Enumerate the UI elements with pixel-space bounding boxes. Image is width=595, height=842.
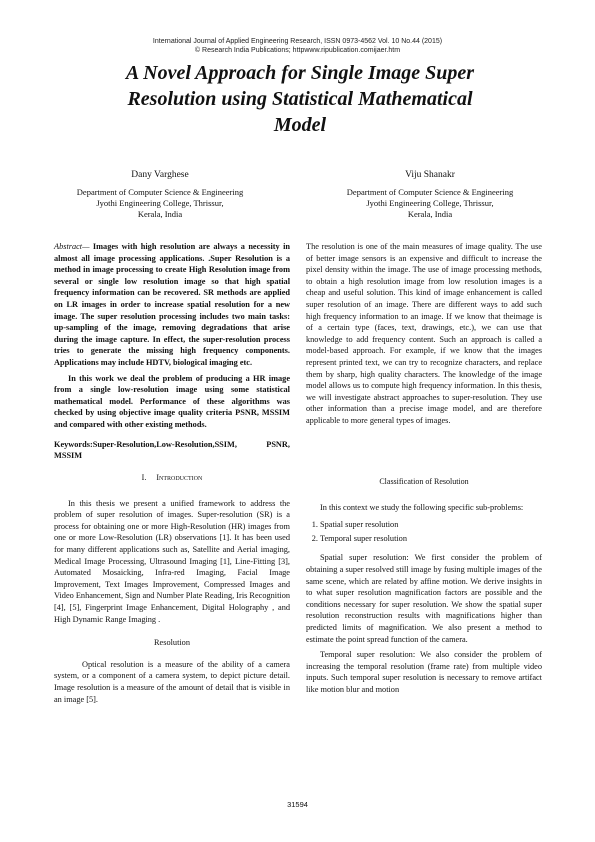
section-number: I. — [141, 473, 147, 482]
page-number: 31594 — [287, 800, 308, 809]
abstract-section — [54, 241, 290, 462]
abstract-paragraph — [54, 241, 290, 369]
keywords: Keywords:Super-Resolution,Low-Resolution,SSIM, PSNR, MSSIM — [54, 439, 290, 461]
author-place: Kerala, India — [407, 209, 453, 219]
spatial-paragraph: Spatial super resolution: We first consider the problem of obtaining a super resolved still image by fusing multiple images of the same scene, which are related by affine motion. We derive insights in to what super resolution magnification factors are possible and the conditions necessary for super resolution. We show the spatial super resolution reconstruction results with magnifications higher than predicted limits of magnification. We also present a method to estimate the point spread function of the camera. — [306, 553, 542, 644]
list-item: 2. Temporal super resolution — [320, 533, 542, 545]
classification-intro: In this context we study the following specific sub-problems: — [320, 502, 524, 512]
section-heading — [54, 472, 290, 484]
journal-url: © Research India Publications; httpwww.ripublication.comijaer.htm — [194, 47, 401, 54]
resolution-paragraph: Optical resolution is a measure of the ability of a camera system, or a component of a camera system, to depict picture detail. Image resolution is a measure of the amount of detail that is visible in an image [5]. — [54, 659, 290, 704]
resolution-intro-paragraph — [306, 241, 542, 427]
author-block-2 — [325, 170, 535, 220]
title-line-2: Resolution using Statistical Mathematical — [127, 88, 473, 110]
section-title: Introduction — [156, 473, 203, 482]
list-item: 1. Spatial super resolution — [320, 519, 542, 531]
abstract-text: Images with high resolution are always a necessity in almost all image processing applications. .Super Resolution is a method in image processing to create High Resolution image from several or single low resolution image so that high spatial frequency information can be recovered. SR methods are applied on LR images in order to increase spatial resolution for a new image. The super resolution processing includes two main tasks: up-sampling of the image, removing degradations that arise during the image capture. In effect, the super-resolution process tries to generate the missing high frequency components. Applications may include HDTV, biological imaging etc. — [54, 242, 290, 367]
paper-title — [60, 60, 540, 138]
author-name: Viju Shanakr — [405, 170, 455, 180]
author-name: Dany Varghese — [131, 170, 189, 180]
author-block-1 — [55, 170, 265, 220]
classification-section — [306, 476, 542, 696]
journal-header: International Journal of Applied Engineering Research, ISSN 0973-4562 Vol. 10 No.44 (2015) — [152, 38, 443, 45]
body-paragraph: The resolution is one of the main measures of image quality. The use of better image sensors is an expensive and difficult to increase the pixel density within the image. The use of image processing methods, to obtain a high resolution image from low resolution images is a cheap and useful solution. This kind of image enhancement is called super resolution of an image. There are different ways to add such high frequency information to an image. If we know that theimage is of a certain type (faces, text, drawings, etc.), we can use that knowledge to add frequency content. Such an approach is called a model-based approach. For example, if we know that the images represent printed text, we can try to recognize characters, and replace them by sharp, high quality characters. The knowledge of the image model allows us to compute high frequency information. In this thesis, we will investigate abstract approaches to super-resolution. They use other information than a precise image model, and are therefore applicable to more general types of images. — [306, 242, 542, 425]
author-dept: Department of Computer Science & Engineering — [76, 187, 244, 197]
author-college: Jyothi Engineering College, Thrissur, — [96, 198, 224, 208]
introduction-section — [54, 472, 290, 705]
subsection-heading: Classification of Resolution — [379, 477, 469, 486]
subsection-heading: Resolution — [154, 638, 190, 648]
author-college: Jyothi Engineering College, Thrissur, — [366, 198, 494, 208]
intro-paragraph: In this thesis we present a unified framework to address the problem of super resolution of images. Super-resolution (SR) is a process for obtaining one or more High-Resolution (HR) images from one or more Low-Resolution (LR) observations [1]. It has been used for many different applications such as, Satellite and Aerial imaging, Medical Image Processing, Ultrasound Imaging [1], Line-Fitting [3], Automated Mosaicking, Infra-red Imaging, Facial Image Improvement, Text Images Improvement, Compressed Images and Video Enhancement, Sign and Number Plate Reading, Iris Recognition [4], [5], Fingerprint Image Enhancement, Digital Holography , and High Dynamic Range Imaging . — [54, 498, 290, 624]
title-line-1: A Novel Approach for Single Image Super — [125, 62, 475, 84]
author-dept: Department of Computer Science & Engineering — [346, 187, 514, 197]
temporal-paragraph: Temporal super resolution: We also consider the problem of increasing the temporal resolution (frame rate) from multiple video inputs. Such temporal super resolution is necessary to remove artifact like motion blur and motion — [306, 650, 542, 694]
abstract-label: Abstract— — [54, 242, 90, 251]
title-line-3: Model — [273, 114, 327, 136]
author-place: Kerala, India — [137, 209, 183, 219]
subproblem-list — [306, 519, 542, 544]
abstract-paragraph-2: In this work we deal the problem of producing a HR image from a single low-resolution image using some statistical mathematical model. Performance of these algorithms was checked by using objective image quality criteria PSNR, MSSIM and compared with other existing methods. — [54, 373, 290, 429]
